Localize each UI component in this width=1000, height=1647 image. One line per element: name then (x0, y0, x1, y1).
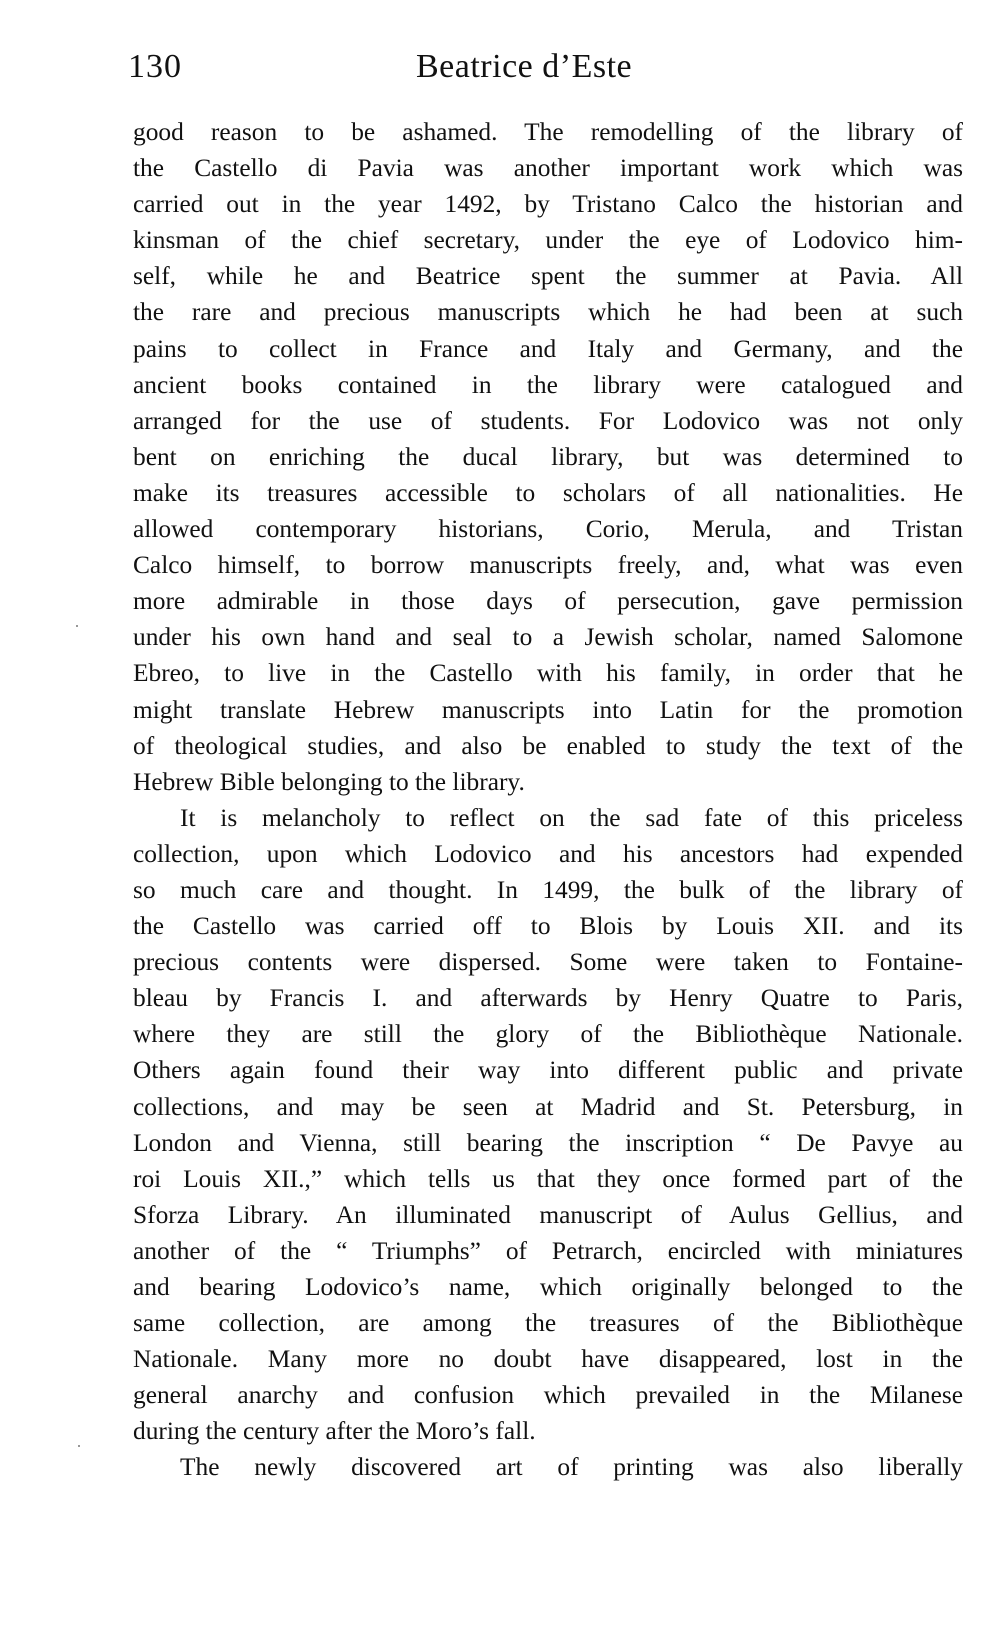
text-line: collections, and may be seen at Madrid and St. Petersburg, in (133, 1092, 963, 1121)
text-line: Others again found their way into different public and private (133, 1056, 963, 1085)
text-line: Sforza Library. An illuminated manuscript of Aulus Gellius, and (133, 1200, 963, 1229)
text-line: general anarchy and confusion which prevailed in the Milanese (133, 1381, 963, 1410)
text-line: kinsman of the chief secretary, under the eye of Lodovico him- (133, 226, 963, 255)
text-line: good reason to be ashamed. The remodelling of the library of (133, 118, 963, 146)
page-number: 130 (128, 48, 182, 85)
paragraph-first-line: The newly discovered art of printing was also liberally (180, 1453, 963, 1482)
text-line: the Castello di Pavia was another important work which was (133, 154, 963, 183)
text-line: Nationale. Many more no doubt have disappeared, lost in the (133, 1345, 963, 1374)
text-line: under his own hand and seal to a Jewish scholar, named Salomone (133, 623, 963, 652)
text-line: the Castello was carried off to Blois by Louis XII. and its (133, 912, 963, 941)
running-title: Beatrice d’Este (416, 48, 633, 85)
page-header (128, 44, 968, 90)
paragraph-last-line: during the century after the Moro’s fall. (133, 1417, 536, 1446)
text-line: where they are still the glory of the Bibliothèque Nationale. (133, 1020, 963, 1049)
body-text (133, 114, 963, 1486)
text-line: precious contents were dispersed. Some were taken to Fontaine- (133, 948, 963, 977)
scan-speck (78, 1445, 80, 1447)
text-line: the rare and precious manuscripts which he had been at such (133, 298, 963, 327)
text-line: Ebreo, to live in the Castello with his family, in order that he (133, 659, 963, 688)
text-line: ancient books contained in the library were catalogued and (133, 370, 963, 399)
text-line: another of the “ Triumphs” of Petrarch, encircled with miniatures (133, 1236, 963, 1265)
text-line: collection, upon which Lodovico and his ancestors had expended (133, 839, 963, 868)
text-line: London and Vienna, still bearing the inscription “ De Pavye au (133, 1128, 963, 1157)
text-line: same collection, are among the treasures of the Bibliothèque (133, 1309, 963, 1338)
text-line: carried out in the year 1492, by Tristano Calco the historian and (133, 190, 963, 219)
text-line: self, while he and Beatrice spent the summer at Pavia. All (133, 262, 963, 291)
text-line: so much care and thought. In 1499, the bulk of the library of (133, 875, 963, 904)
text-line: bent on enriching the ducal library, but was determined to (133, 442, 963, 471)
text-line: bleau by Francis I. and afterwards by Henry Quatre to Paris, (133, 984, 963, 1013)
text-line: more admirable in those days of persecution, gave permission (133, 587, 963, 616)
paragraph-last-line: Hebrew Bible belonging to the library. (133, 767, 525, 796)
text-line: of theological studies, and also be enabled to study the text of the (133, 731, 963, 760)
text-line: and bearing Lodovico’s name, which originally belonged to the (133, 1273, 963, 1301)
text-line: pains to collect in France and Italy and Germany, and the (133, 334, 963, 363)
text-line: arranged for the use of students. For Lodovico was not only (133, 406, 963, 435)
text-line: roi Louis XII.,” which tells us that they once formed part of the (133, 1164, 963, 1193)
text-line: allowed contemporary historians, Corio, Merula, and Tristan (133, 515, 963, 544)
text-line: might translate Hebrew manuscripts into Latin for the promotion (133, 695, 963, 724)
scan-speck (76, 625, 78, 627)
text-line: make its treasures accessible to scholars of all nationalities. He (133, 478, 963, 507)
paragraph-first-line: It is melancholy to reflect on the sad fate of this priceless (180, 803, 963, 832)
text-line: Calco himself, to borrow manuscripts freely, and, what was even (133, 551, 963, 580)
